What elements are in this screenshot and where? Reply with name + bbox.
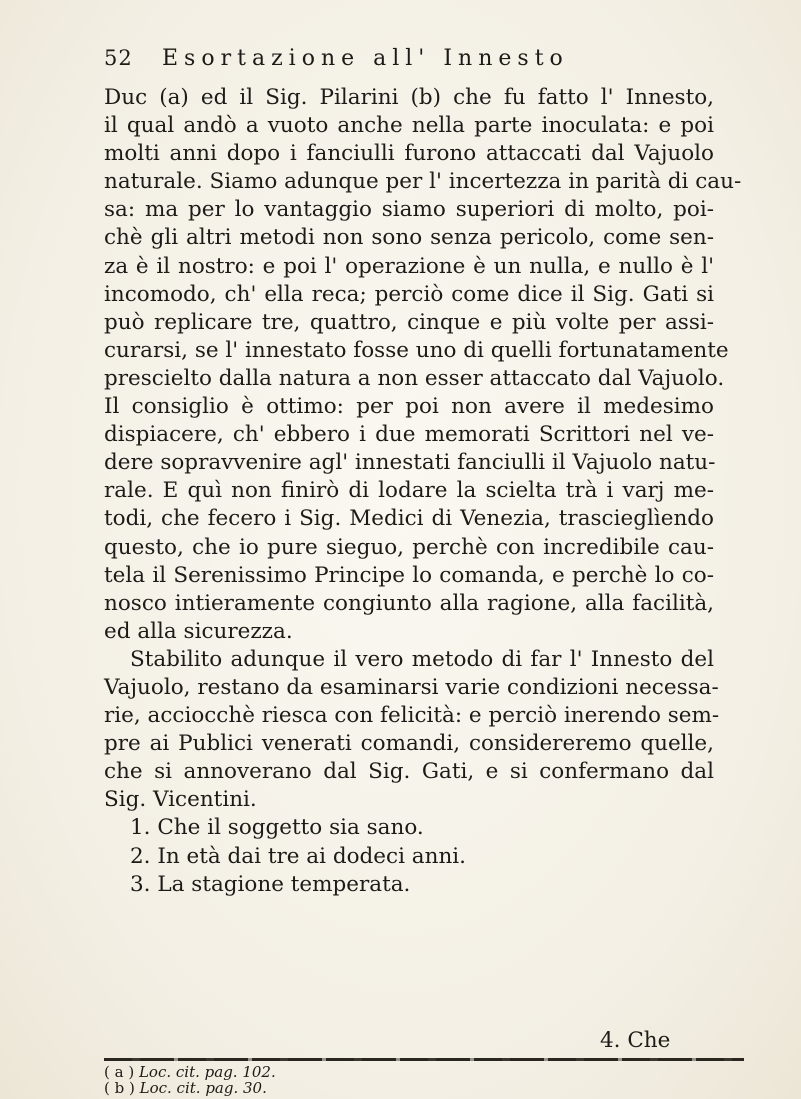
text-line: incomodo, ch' ella reca; perciò come dice il Sig. Gati si	[104, 281, 714, 307]
text-line: curarsi, se l' innestato fosse uno di quelli fortunatamente	[104, 337, 729, 363]
footnotes	[104, 1064, 276, 1096]
text-line: nosco intieramente congiunto alla ragione, alla facilità,	[104, 590, 714, 616]
catchword: 4. Che	[600, 1028, 671, 1053]
text-line: todi, che fecero i Sig. Medici di Venezia, trascieglìendo	[104, 506, 714, 532]
text-line: il qual andò a vuoto anche nella parte inoculata: e poi	[104, 113, 714, 139]
text-line: ed alla sicurezza.	[104, 618, 293, 644]
text-line: pre ai Publici venerati comandi, considereremo quelle,	[104, 731, 714, 757]
text-line: rale. E quì non finirò di lodare la scielta trà i varj me-	[104, 478, 714, 504]
condition-item: 1. Che il soggetto sia sano.	[130, 815, 424, 841]
footnote-mark: ( a )	[104, 1063, 135, 1081]
text-line: dere sopravvenire agl' innestati fanciulli il Vajuolo natu-	[104, 450, 716, 476]
footnote-b	[104, 1080, 276, 1096]
page-header	[104, 46, 684, 76]
text-line: chè gli altri metodi non sono senza pericolo, come sen-	[104, 225, 714, 251]
text-line: può replicare tre, quattro, cinque e più volte per assi-	[104, 309, 714, 335]
text-line: rie, acciocchè riesca con felicità: e perciò inerendo sem-	[104, 703, 720, 729]
footnote-text: Loc. cit. pag. 102.	[138, 1063, 276, 1081]
text-line: che si annoverano dal Sig. Gati, e si confermano dal	[104, 759, 714, 785]
condition-item: 2. In età dai tre ai dodeci anni.	[130, 843, 467, 869]
footnote-divider	[104, 1058, 744, 1061]
text-line: molti anni dopo i fanciulli furono attaccati dal Vajuolo	[104, 141, 714, 167]
page-number: 52	[104, 46, 133, 70]
text-line: tela il Serenissimo Principe lo comanda, e perchè lo co-	[104, 562, 714, 588]
paragraph-start-line: Stabilito adunque il vero metodo di far l' Innesto del	[130, 646, 714, 672]
footnote-a	[104, 1064, 276, 1080]
text-line: prescielto dalla natura a non esser attaccato dal Vajuolo.	[104, 365, 725, 391]
body-text	[104, 84, 742, 899]
text-line: sa: ma per lo vantaggio siamo superiori di molto, poi-	[104, 197, 714, 223]
text-line: questo, che io pure sieguo, perchè con incredibile cau-	[104, 534, 714, 560]
text-line: Sig. Vicentini.	[104, 787, 257, 813]
text-line: dispiacere, ch' ebbero i due memorati Scrittori nel ve-	[104, 422, 714, 448]
text-line: Vajuolo, restano da esaminarsi varie condizioni necessa-	[104, 674, 719, 700]
text-line: Duc (a) ed il Sig. Pilarini (b) che fu fatto l' Innesto,	[104, 85, 714, 110]
running-title: Esortazione all' Innesto	[162, 46, 569, 71]
text-line: za è il nostro: e poi l' operazione è un nulla, e nullo è l'	[104, 253, 714, 279]
footnote-mark: ( b )	[104, 1079, 135, 1097]
footnote-text: Loc. cit. pag. 30.	[139, 1079, 267, 1097]
text-line: naturale. Siamo adunque per l' incertezza in parità di cau-	[104, 169, 742, 195]
text-line: Il consiglio è ottimo: per poi non avere il medesimo	[104, 394, 714, 420]
condition-item: 3. La stagione temperata.	[130, 871, 411, 897]
